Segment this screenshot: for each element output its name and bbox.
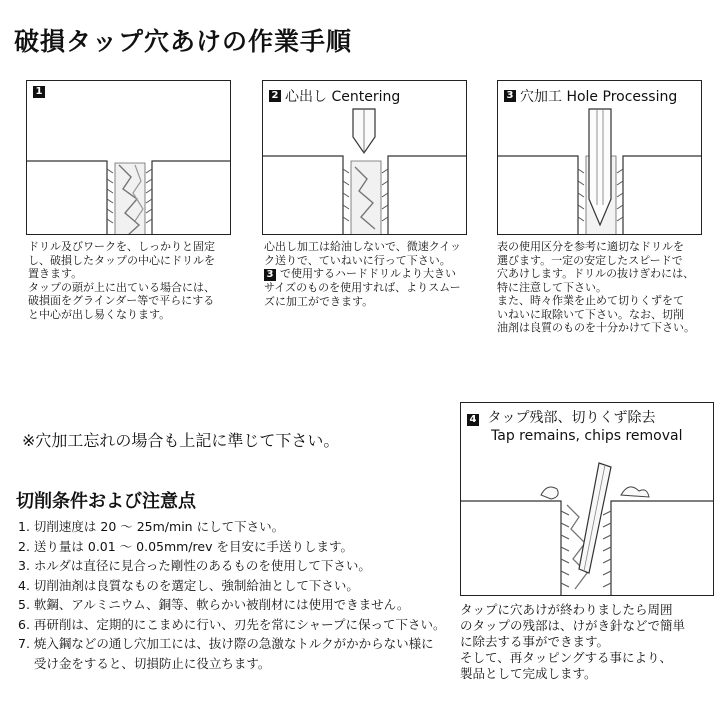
step-3-title: 穴加工 Hole Processing [520,89,678,105]
step-1-badge: 1 [33,86,45,98]
condition-item: 2. 送り量は 0.01 ～ 0.05mm/rev を目安に手送りします。 [18,538,353,554]
centering-illustration [263,81,467,235]
page-title: 破損タップ穴あけの作業手順 [14,27,353,56]
condition-item: 1. 切削速度は 20 ～ 25m/min にして下さい。 [18,519,285,534]
conditions-title: 切削条件および注意点 [16,491,196,512]
condition-item: 6. 再研削は、定期的にこまめに行い、刃先を常にシャープに保って下さい。 [18,616,446,632]
step-3-description: 表の使用区分を参考に適切なドリルを 選びます。一定の安定したスピードで 穴あけします。ドリルの抜けぎわには、 特に注意して下さい。 また、時々作業を止めて切りくずをて いねいに取除いて下さい。なお、切削 油剤は良質のものを十分かけて下さい。 [497,240,695,334]
step-2-badge: 2 [269,90,281,102]
condition-item: 7. 焼入鋼などの通し穴加工には、抜け際の急激なトルクがかからない様に 受け金をすると、切損防止に役立ちます。 [18,636,434,671]
condition-item: 3. ホルダは直径に見合った剛性のあるものを使用して下さい。 [18,558,371,573]
condition-item: 5. 軟鋼、アルミニウム、銅等、軟らかい被削材には使用できません。 [18,597,410,612]
step-3-badge: 3 [504,90,516,102]
step-2-description-part2: で使用するハードドリルより大きい サイズのものを使用すれば、よりスムー ズに加工ができます。 [264,267,461,308]
chip-removal-illustration [461,403,714,596]
step-1-description: ドリル及びワークを、しっかりと固定 し、破損したタップの中心にドリルを 置きます。 タップの頭が上に出ている場合には、 破損面をグラインダー等で平らにする と中心が出し易くなります。 [28,240,215,321]
step-4-description: タップに穴あけが終わりましたら周囲 のタップの残部は、けがき針などで簡単 に除去する事ができます。 そして、再タッピングする事により、 製品として完成します。 [460,602,686,681]
step-1-diagram [26,80,231,235]
conditions-list [18,517,458,673]
step-4-title-jp: タップ残部、切りくず除去 [487,410,656,426]
step-4-badge: 4 [467,414,479,426]
note-text: ※穴加工忘れの場合も上記に準じて下さい。 [22,431,340,450]
hole-processing-illustration [498,81,702,235]
broken-tap-illustration [27,81,231,235]
step-3-diagram [497,80,702,235]
step-4-title-en: Tap remains, chips removal [491,428,683,444]
condition-item: 4. 切削油剤は良質なものを選定し、強制給油として下さい。 [18,577,359,593]
step-2-title: 心出し Centering [285,89,401,105]
step-2-description [264,240,474,308]
step-4-diagram [460,402,714,596]
step-2-diagram [262,80,467,235]
step-2-description-part1: 心出し加工は給油しないで、微速クイッ ク送りで、ていねいに行って下さい。 [264,240,462,267]
step-3-ref-badge: 3 [264,269,276,281]
